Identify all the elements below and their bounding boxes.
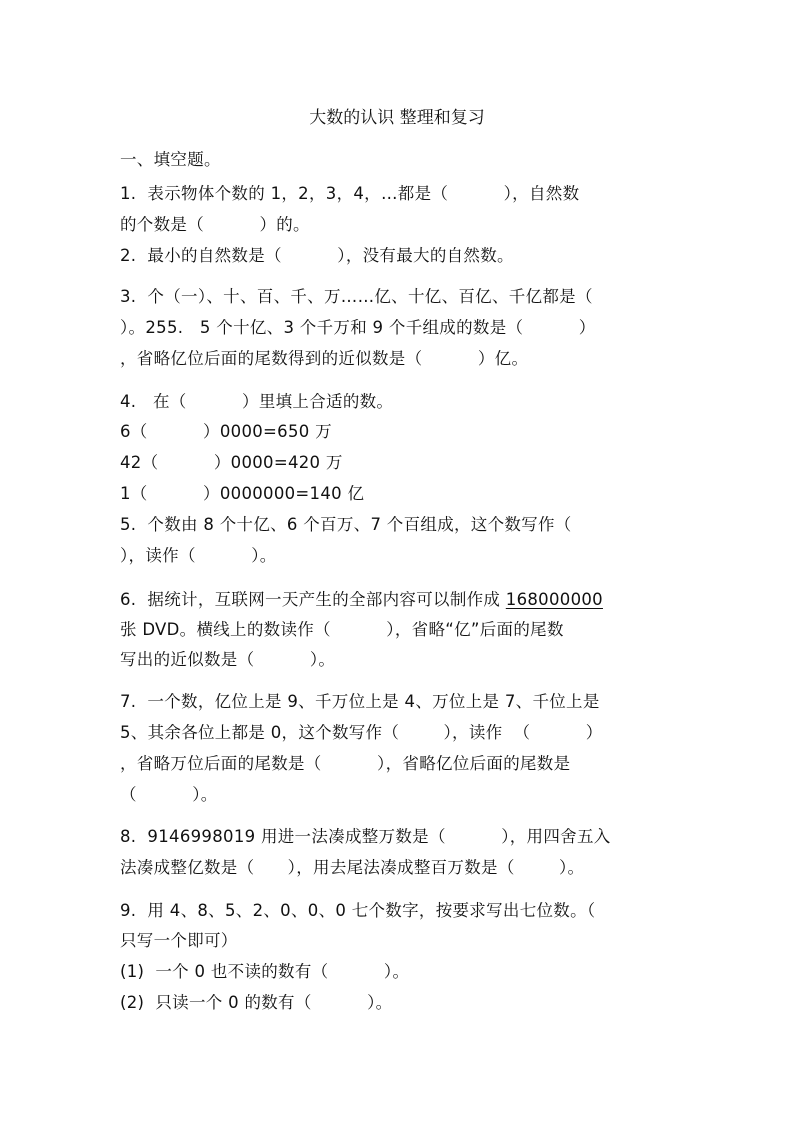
question-5-line-1: 5. 个数由 8 个十亿、6 个百万、7 个百组成，这个数写作（ [120, 515, 572, 534]
question-1-line-2: 的个数是（ ）的。 [120, 215, 310, 234]
question-8-line-1: 8. 9146998019 用进一法凑成整万数是（ ），用四舍五入 [120, 827, 611, 846]
question-7-line-2: 5、其余各位上都是 0，这个数写作（ ），读作 （ ） [120, 723, 603, 742]
question-1-line-1: 1. 表示物体个数的 1，2，3，4，…都是（ ），自然数 [120, 184, 580, 203]
question-3-line-2: ）。255. 5 个十亿、3 个千万和 9 个千组成的数是（ ） [120, 318, 596, 337]
question-4-line-1: 4. 在（ ）里填上合适的数。 [120, 392, 394, 411]
question-9-line-2: 只写一个即可） [120, 931, 238, 950]
section-heading: 一、填空题。 [120, 150, 221, 169]
question-2-line-1: 2. 最小的自然数是（ ），没有最大的自然数。 [120, 246, 514, 265]
question-9-line-4: (2) 只读一个 0 的数有（ ）。 [120, 993, 393, 1012]
question-6-line-3: 写出的近似数是（ ）。 [120, 650, 336, 669]
question-9-line-3: (1) 一个 0 也不读的数有（ ）。 [120, 962, 410, 981]
question-4-line-2: 6（ ）0000=650 万 [120, 422, 332, 441]
question-6-line-1 [120, 590, 603, 610]
question-7-line-4: （ ）。 [120, 785, 218, 804]
page-title: 大数的认识 整理和复习 [309, 108, 485, 128]
question-9-line-1: 9. 用 4、8、5、2、0、0、0 七个数字，按要求写出七位数。（ [120, 901, 596, 920]
question-7-line-3: ，省略万位后面的尾数是（ ），省略亿位后面的尾数是 [120, 754, 571, 773]
question-4-line-3: 42（ ）0000=420 万 [120, 453, 343, 472]
question-3-line-1: 3. 个（一）、十、百、千、万……亿、十亿、百亿、千亿都是（ [120, 287, 593, 306]
question-8-line-2: 法凑成整亿数是（ ），用去尾法凑成整百万数是（ ）。 [120, 858, 585, 877]
question-3-line-3: ，省略亿位后面的尾数得到的近似数是（ ）亿。 [120, 349, 529, 368]
question-4-line-4: 1（ ）0000000=140 亿 [120, 484, 365, 503]
question-5-line-2: ），读作（ ）。 [120, 546, 277, 565]
question-7-line-1: 7. 一个数，亿位上是 9、千万位上是 4、万位上是 7、千位上是 [120, 692, 600, 711]
question-6-text: 6. 据统计，互联网一天产生的全部内容可以制作成 [120, 590, 506, 609]
question-6-line-2: 张 DVD。横线上的数读作（ ），省略“亿”后面的尾数 [120, 620, 564, 639]
underlined-number: 168000000 [505, 590, 603, 609]
